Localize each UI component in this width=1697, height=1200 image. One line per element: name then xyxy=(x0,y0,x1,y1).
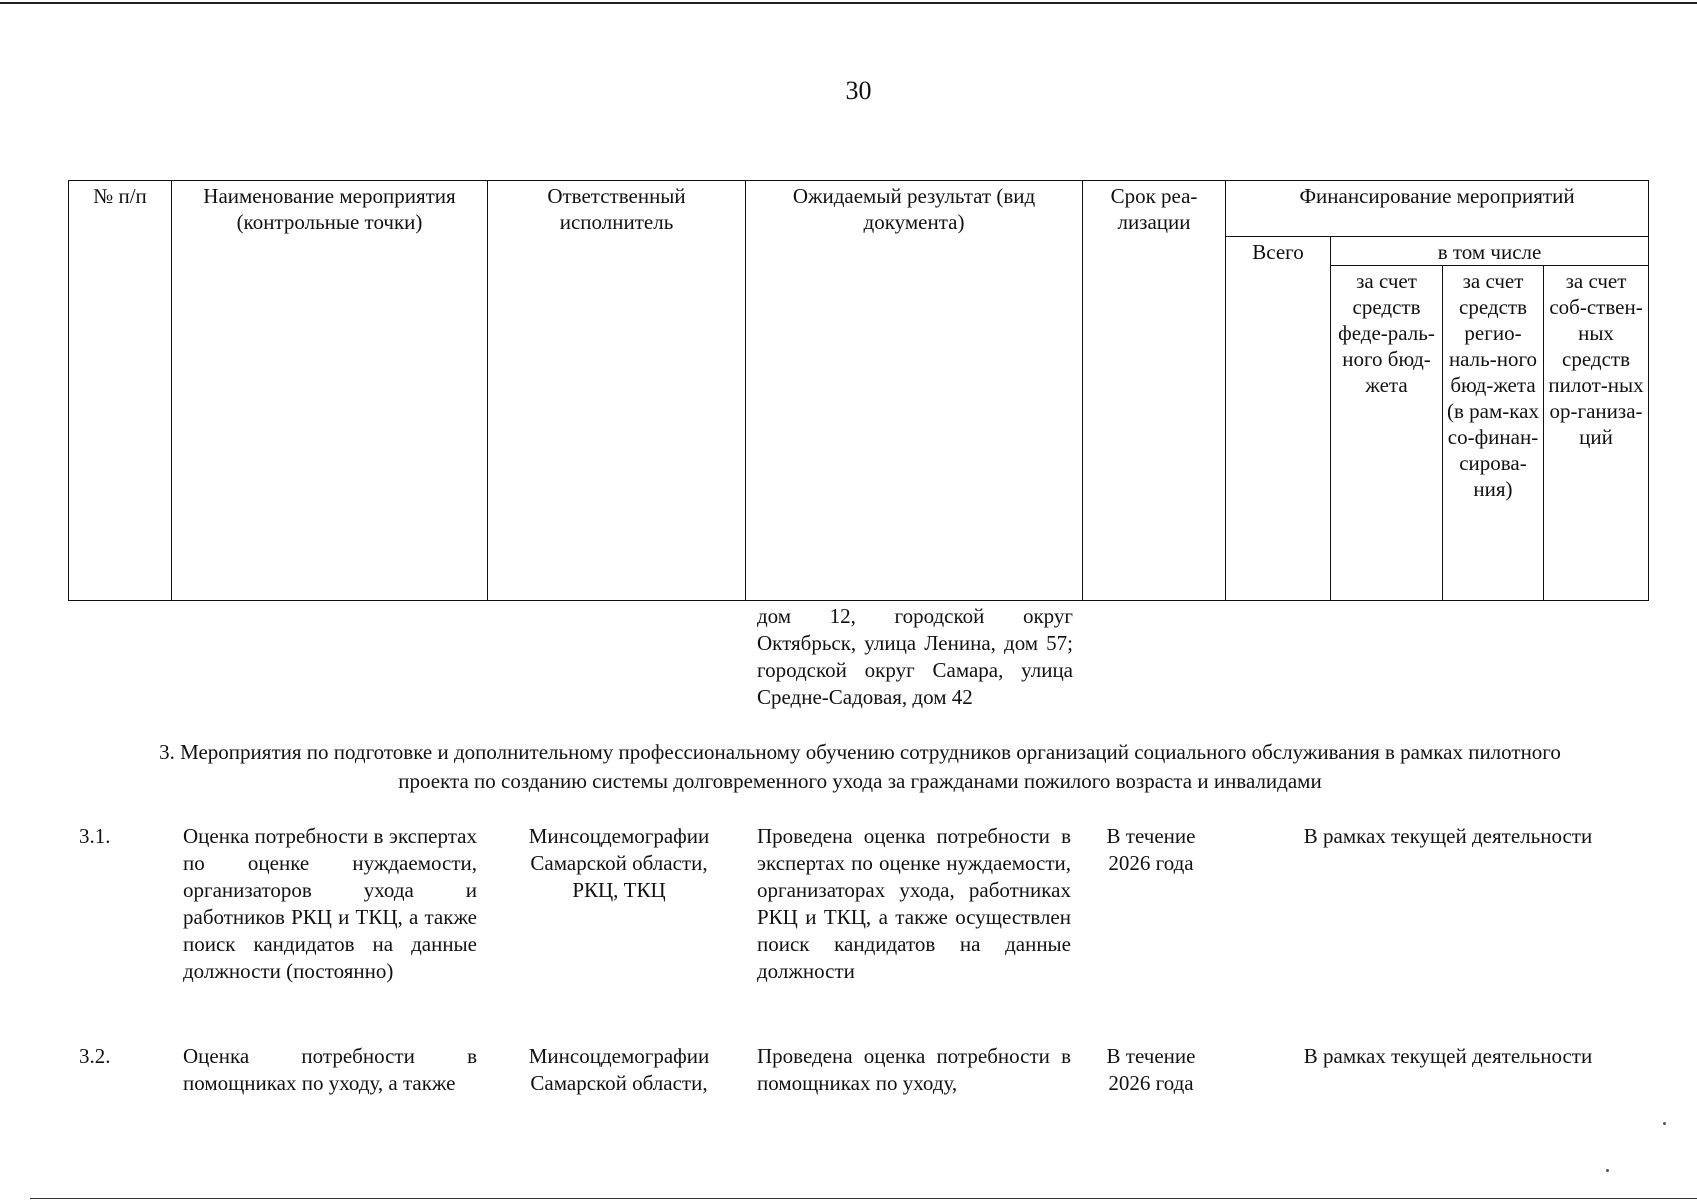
row-activity-name: Оценка потребности в экспертах по оценке нуждаемости, организаторов ухода и работников РКЦ и ТКЦ, а также поиск кандидатов на данные должности (постоянно) xyxy=(183,824,477,983)
page-number: 30 xyxy=(845,76,872,105)
row-financing: В рамках текущей деятельности xyxy=(1303,824,1593,848)
section-title: 3. Мероприятия по подготовке и дополнительному профессиональному обучению сотрудников организаций социального обслуживания в рамках пилотного проекта по созданию системы долговременного ухода за гражданами пожилого возраста и инвалидами xyxy=(159,740,1561,793)
bottom-border-line xyxy=(30,1198,1697,1199)
row-result: Проведена оценка потребности в экспертах по оценке нуждаемости, организаторах ухода, работниках РКЦ и ТКЦ, а также осуществлен поиск кандидатов на данные должности xyxy=(757,824,1071,983)
header-cell-name: Наименование мероприятия (контрольные точки) xyxy=(172,181,488,601)
header-cell-total: Всего xyxy=(1226,237,1331,601)
header-cell-including: в том числе xyxy=(1331,237,1649,266)
header-cell-executor: Ответственный исполнитель xyxy=(488,181,746,601)
header-cell-federal: за счет средств феде-раль-ного бюд-жета xyxy=(1331,266,1443,601)
row-executor: Минсоцдемографии Самарской области, РКЦ, ТКЦ xyxy=(528,824,710,902)
table-header xyxy=(68,180,1649,601)
row-financing: В рамках текущей деятельности xyxy=(1303,1044,1593,1068)
continuation-text: дом 12, городской округ Октябрьск, улица Ленина, дом 57; городской округ Самара, улица Средне-Садовая, дом 42 xyxy=(757,604,1073,709)
row-executor: Минсоцдемографии Самарской области, xyxy=(528,1044,710,1095)
header-cell-term: Срок реа-лизации xyxy=(1083,181,1226,601)
scan-speck xyxy=(1606,1169,1609,1172)
scan-speck xyxy=(1663,1122,1666,1125)
row-term: В течение 2026 года xyxy=(1106,824,1196,875)
top-border-line xyxy=(0,2,1697,4)
row-activity-name: Оценка потребности в помощниках по уходу, а также xyxy=(183,1044,477,1095)
header-cell-financing: Финансирование мероприятий xyxy=(1226,181,1649,237)
header-cell-result: Ожидаемый результат (вид документа) xyxy=(746,181,1083,601)
header-cell-regional: за счет средств регио-наль-ного бюд-жета (в рам-ках со-финан-сирова-ния) xyxy=(1443,266,1544,601)
header-cell-number: № п/п xyxy=(69,181,172,601)
header-cell-own-funds: за счет соб-ствен-ных средств пилот-ных ор-ганиза-ций xyxy=(1544,266,1649,601)
row-result: Проведена оценка потребности в помощниках по уходу, xyxy=(757,1044,1071,1095)
row-term: В течение 2026 года xyxy=(1106,1044,1196,1095)
row-number: 3.2. xyxy=(79,1044,111,1068)
row-number: 3.1. xyxy=(79,824,111,848)
